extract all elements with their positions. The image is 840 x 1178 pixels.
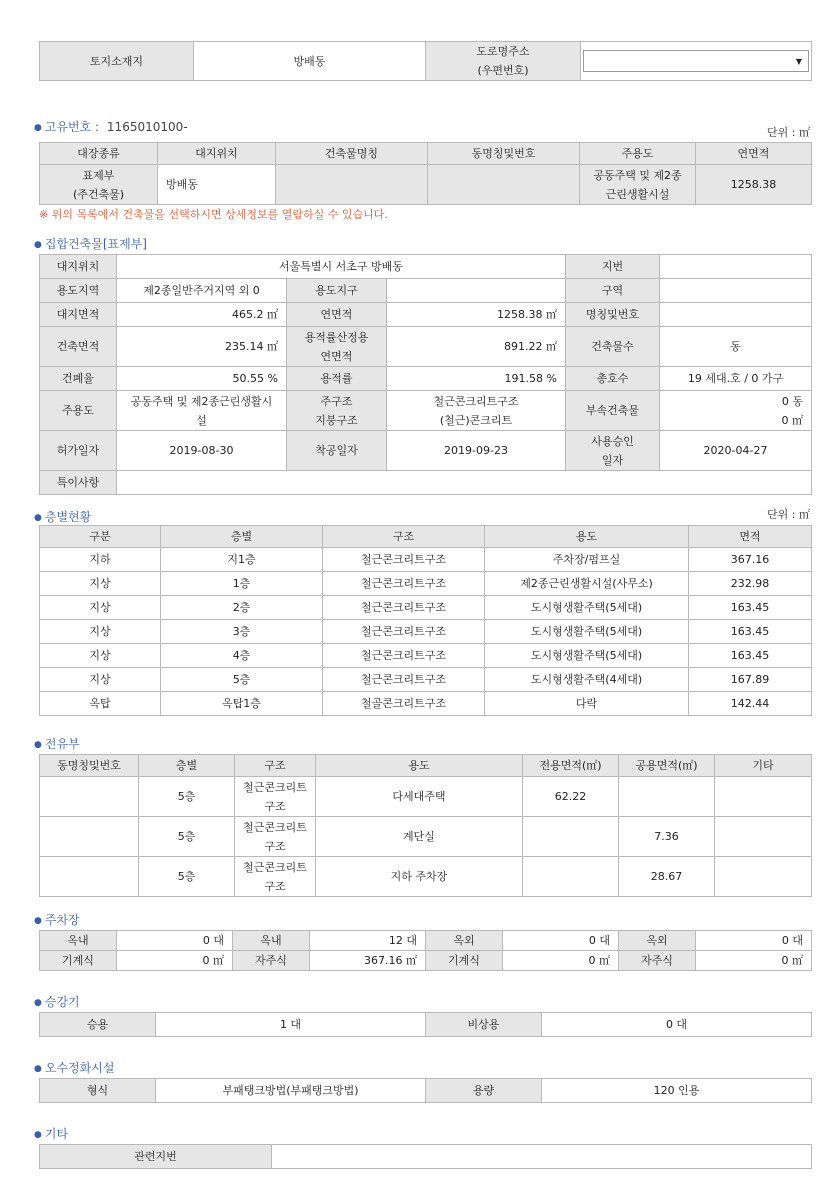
road-address-cell xyxy=(581,42,812,81)
floors-header-type: 구분 xyxy=(40,526,161,548)
floor-use: 다락 xyxy=(485,692,689,716)
parking-indoor-self-count: 12 대 xyxy=(310,931,426,951)
start-date-label: 착공일자 xyxy=(287,431,387,471)
title-info-table xyxy=(39,254,812,495)
site-location-label: 대지위치 xyxy=(40,255,117,279)
ownership-header-structure: 구조 xyxy=(235,755,316,777)
floor-area: 163.45 xyxy=(689,620,812,644)
elevator-emergency-label: 비상용 xyxy=(426,1013,542,1037)
parking-outdoor-self-area: 0 ㎡ xyxy=(696,951,812,971)
floor-area: 163.45 xyxy=(689,644,812,668)
road-address-label xyxy=(426,42,581,81)
floor-use: 도시형생활주택(5세대) xyxy=(485,596,689,620)
floor-name: 3층 xyxy=(161,620,323,644)
parking-table xyxy=(39,930,812,971)
unit-common-area: 28.67 xyxy=(619,857,715,897)
address-table xyxy=(39,41,812,81)
floors-header-use: 용도 xyxy=(485,526,689,548)
related-lot-label: 관련지번 xyxy=(40,1145,272,1169)
far-area-label-line1: 용적률산정용 xyxy=(304,330,369,344)
floors-table xyxy=(39,525,812,716)
structure-value-line1: 철근콘크리트구조 xyxy=(433,394,519,408)
road-address-label-line1: 도로명주소 xyxy=(476,45,530,58)
ownership-table xyxy=(39,754,812,897)
building-list-row[interactable] xyxy=(40,165,812,205)
unit-exclusive-area xyxy=(523,817,619,857)
bullet-icon: ● xyxy=(34,240,42,250)
building-count-value: 동 xyxy=(660,327,812,367)
unit-label: 단위 : ㎡ xyxy=(767,126,810,139)
floor-type: 지상 xyxy=(40,644,161,668)
bullet-icon: ● xyxy=(34,740,42,750)
col-header-site-location: 대지위치 xyxy=(158,143,276,165)
land-location-label: 토지소재지 xyxy=(40,42,194,81)
far-value: 191.58 % xyxy=(387,367,566,391)
floor-structure: 철골콘크리트구조 xyxy=(323,692,485,716)
select-notice: ※ 위의 목록에서 건축물을 선택하시면 상세정보를 열람하실 수 있습니다. xyxy=(39,208,388,221)
far-area-label-line2: 연면적 xyxy=(320,349,353,363)
bullet-icon: ● xyxy=(34,123,42,133)
floor-type: 옥탑 xyxy=(40,692,161,716)
main-use-label: 주용도 xyxy=(40,391,117,431)
table-row xyxy=(40,857,812,897)
unit-dong xyxy=(40,817,139,857)
sewage-table xyxy=(39,1078,812,1103)
floor-structure: 철근콘크리트구조 xyxy=(323,596,485,620)
floor-area: 167.89 xyxy=(689,668,812,692)
floor-type: 지상 xyxy=(40,596,161,620)
parking-outdoor-mech-count: 0 대 xyxy=(503,931,619,951)
far-area-value: 891.22 ㎡ xyxy=(387,327,566,367)
total-area-value: 1258.38 ㎡ xyxy=(387,303,566,327)
land-location-value: 방배동 xyxy=(194,42,426,81)
table-row xyxy=(40,817,812,857)
table-row xyxy=(40,572,812,596)
unit-exclusive-area xyxy=(523,857,619,897)
bullet-icon: ● xyxy=(34,1130,42,1140)
unit-common-area xyxy=(619,777,715,817)
bullet-icon: ● xyxy=(34,998,42,1008)
annex-value-line1: 0 동 xyxy=(781,394,803,408)
area-zone-label: 구역 xyxy=(566,279,660,303)
ownership-header-use: 용도 xyxy=(316,755,523,777)
main-use-value-line2: 설 xyxy=(196,413,207,427)
remarks-label: 특이사항 xyxy=(40,471,117,495)
table-row xyxy=(40,620,812,644)
sewage-type-value: 부패탱크방법(부패탱크방법) xyxy=(156,1079,426,1103)
unique-number-value: 1165010100- xyxy=(106,120,188,134)
unit-structure xyxy=(235,857,316,897)
title-section-heading: ● 집합건축물[표제부] xyxy=(34,237,147,251)
unit-dong xyxy=(40,857,139,897)
floor-type: 지하 xyxy=(40,548,161,572)
floors-header-floor: 층별 xyxy=(161,526,323,548)
unit-use: 계단실 xyxy=(316,817,523,857)
floor-name: 5층 xyxy=(161,668,323,692)
floors-header-structure: 구조 xyxy=(323,526,485,548)
floor-name: 지1층 xyxy=(161,548,323,572)
building-list-table xyxy=(39,142,812,205)
road-address-label-line2: (우편번호) xyxy=(477,64,529,77)
floor-type: 지상 xyxy=(40,620,161,644)
table-row xyxy=(40,692,812,716)
unit-common-area: 7.36 xyxy=(619,817,715,857)
road-address-select[interactable] xyxy=(583,50,809,72)
floor-area: 163.45 xyxy=(689,596,812,620)
households-label: 총호수 xyxy=(566,367,660,391)
parking-outdoor-self-area-label: 자주식 xyxy=(619,951,696,971)
parking-indoor-self-label: 옥내 xyxy=(233,931,310,951)
parking-indoor-mech-label: 옥내 xyxy=(40,931,117,951)
district-label: 용도지구 xyxy=(287,279,387,303)
main-use-value-line1: 공동주택 및 제2종근린생활시 xyxy=(130,394,273,408)
main-use-line2: 근린생활시설 xyxy=(605,187,670,201)
elevator-section-heading: ● 승강기 xyxy=(34,995,80,1009)
total-area-label: 연면적 xyxy=(287,303,387,327)
far-label: 용적률 xyxy=(287,367,387,391)
unit-use: 다세대주택 xyxy=(316,777,523,817)
table-row xyxy=(40,668,812,692)
unit-dong xyxy=(40,777,139,817)
parking-indoor-self-area-label: 자주식 xyxy=(233,951,310,971)
parking-outdoor-self-count: 0 대 xyxy=(696,931,812,951)
elevator-passenger-count: 1 대 xyxy=(156,1013,426,1037)
floor-area: 367.16 xyxy=(689,548,812,572)
bullet-icon: ● xyxy=(34,1064,42,1074)
ownership-header-exclusive-area: 전용면적(㎡) xyxy=(523,755,619,777)
table-row xyxy=(40,596,812,620)
zone-label: 용도지역 xyxy=(40,279,117,303)
annex-value-line2: 0 ㎡ xyxy=(781,413,803,427)
parking-indoor-self-area: 367.16 ㎡ xyxy=(310,951,426,971)
far-area-label xyxy=(287,327,387,367)
parking-outdoor-mech-area-label: 기계식 xyxy=(426,951,503,971)
approval-date-label-line1: 사용승인 xyxy=(591,434,634,448)
unit-structure-line2: 구조 xyxy=(264,879,286,893)
floor-use: 도시형생활주택(5세대) xyxy=(485,644,689,668)
parking-outdoor-self-label: 옥외 xyxy=(619,931,696,951)
floor-use: 도시형생활주택(4세대) xyxy=(485,668,689,692)
unit-structure xyxy=(235,817,316,857)
floor-type: 지상 xyxy=(40,572,161,596)
ledger-type-line2: (주건축물) xyxy=(72,187,125,201)
ownership-header-floor: 층별 xyxy=(139,755,235,777)
floor-name: 옥탑1층 xyxy=(161,692,323,716)
col-header-main-use: 주용도 xyxy=(580,143,696,165)
floor-name: 2층 xyxy=(161,596,323,620)
dong-cell xyxy=(428,165,580,205)
floor-structure: 철근콘크리트구조 xyxy=(323,572,485,596)
floor-area: 142.44 xyxy=(689,692,812,716)
permit-date-label: 허가일자 xyxy=(40,431,117,471)
ledger-type-cell[interactable] xyxy=(40,165,158,205)
unit-floor: 5층 xyxy=(139,857,235,897)
site-location-cell: 방배동 xyxy=(158,165,276,205)
structure-value-line2: (철근)콘크리트 xyxy=(439,413,513,427)
site-location-value: 서울특별시 서초구 방배동 xyxy=(117,255,566,279)
unit-use: 지하 주차장 xyxy=(316,857,523,897)
table-row xyxy=(40,548,812,572)
approval-date-value: 2020-04-27 xyxy=(660,431,812,471)
structure-label-line2: 지붕구조 xyxy=(315,413,358,427)
parking-indoor-mech-area: 0 ㎡ xyxy=(117,951,233,971)
unit-floor: 5층 xyxy=(139,817,235,857)
unit-etc xyxy=(715,857,812,897)
unit-structure-line2: 구조 xyxy=(264,839,286,853)
chevron-down-icon[interactable]: ▼ xyxy=(795,56,802,66)
sewage-capacity-value: 120 인용 xyxy=(542,1079,812,1103)
unit-etc xyxy=(715,777,812,817)
sewage-capacity-label: 용량 xyxy=(426,1079,542,1103)
floors-header-area: 면적 xyxy=(689,526,812,548)
main-use-cell xyxy=(580,165,696,205)
structure-label xyxy=(287,391,387,431)
structure-value xyxy=(387,391,566,431)
zone-value: 제2종일반주거지역 외 0 xyxy=(117,279,287,303)
table-row xyxy=(40,777,812,817)
ownership-header-dong: 동명칭및번호 xyxy=(40,755,139,777)
main-use-value xyxy=(117,391,287,431)
jibun-value xyxy=(660,255,812,279)
building-name-cell xyxy=(276,165,428,205)
unit-structure-line1: 철근콘크리트 xyxy=(243,820,307,834)
ownership-section-heading: ● 전유부 xyxy=(34,737,80,751)
annex-value xyxy=(660,391,812,431)
bcr-value: 50.55 % xyxy=(117,367,287,391)
col-header-total-area: 연면적 xyxy=(696,143,812,165)
bcr-label: 건폐율 xyxy=(40,367,117,391)
floors-section-heading: ● 층별현황 xyxy=(34,510,92,524)
bullet-icon: ● xyxy=(34,513,42,523)
total-area-cell: 1258.38 xyxy=(696,165,812,205)
main-use-line1: 공동주택 및 제2종 xyxy=(593,168,682,182)
floor-use: 주차장/펌프실 xyxy=(485,548,689,572)
elevator-emergency-count: 0 대 xyxy=(542,1013,812,1037)
bullet-icon: ● xyxy=(34,916,42,926)
building-area-label: 건축면적 xyxy=(40,327,117,367)
floor-structure: 철근콘크리트구조 xyxy=(323,548,485,572)
district-value xyxy=(387,279,566,303)
floor-use: 도시형생활주택(5세대) xyxy=(485,620,689,644)
structure-label-line1: 주구조 xyxy=(320,394,353,408)
site-area-value: 465.2 ㎡ xyxy=(117,303,287,327)
floor-name: 4층 xyxy=(161,644,323,668)
unit-structure-line1: 철근콘크리트 xyxy=(243,860,307,874)
jibun-label: 지번 xyxy=(566,255,660,279)
ledger-type-line1: 표제부 xyxy=(82,168,115,182)
etc-section-heading: ● 기타 xyxy=(34,1127,69,1141)
unique-number-section-title: ● 고유번호 : 1165010100- xyxy=(34,120,188,134)
etc-table xyxy=(39,1144,812,1169)
unit-structure xyxy=(235,777,316,817)
floor-structure: 철근콘크리트구조 xyxy=(323,644,485,668)
col-header-building-name: 건축물명칭 xyxy=(276,143,428,165)
parking-indoor-mech-count: 0 대 xyxy=(117,931,233,951)
building-name-value xyxy=(660,303,812,327)
unit-floor: 5층 xyxy=(139,777,235,817)
parking-outdoor-mech-label: 옥외 xyxy=(426,931,503,951)
annex-label: 부속건축물 xyxy=(566,391,660,431)
floors-unit-label: 단위 : ㎡ xyxy=(767,508,810,521)
permit-date-value: 2019-08-30 xyxy=(117,431,287,471)
sewage-type-label: 형식 xyxy=(40,1079,156,1103)
parking-indoor-mech-area-label: 기계식 xyxy=(40,951,117,971)
table-row xyxy=(40,644,812,668)
col-header-ledger-type: 대장종류 xyxy=(40,143,158,165)
floor-type: 지상 xyxy=(40,668,161,692)
col-header-dong: 동명칭및번호 xyxy=(428,143,580,165)
parking-outdoor-mech-area: 0 ㎡ xyxy=(503,951,619,971)
ownership-header-etc: 기타 xyxy=(715,755,812,777)
elevator-table xyxy=(39,1012,812,1037)
floor-area: 232.98 xyxy=(689,572,812,596)
building-area-value: 235.14 ㎡ xyxy=(117,327,287,367)
approval-date-label-line2: 일자 xyxy=(601,453,624,467)
building-name-label: 명칭및번호 xyxy=(566,303,660,327)
households-value: 19 세대.호 / 0 가구 xyxy=(660,367,812,391)
site-area-label: 대지면적 xyxy=(40,303,117,327)
floor-structure: 철근콘크리트구조 xyxy=(323,620,485,644)
ownership-header-common-area: 공용면적(㎡) xyxy=(619,755,715,777)
area-zone-value xyxy=(660,279,812,303)
approval-date-label xyxy=(566,431,660,471)
parking-section-heading: ● 주차장 xyxy=(34,913,80,927)
floor-structure: 철근콘크리트구조 xyxy=(323,668,485,692)
unit-structure-line1: 철근콘크리트 xyxy=(243,780,307,794)
related-lot-value xyxy=(272,1145,812,1169)
start-date-value: 2019-09-23 xyxy=(387,431,566,471)
sewage-section-heading: ● 오수정화시설 xyxy=(34,1061,115,1075)
floor-name: 1층 xyxy=(161,572,323,596)
remarks-value xyxy=(117,471,812,495)
floor-use: 제2종근린생활시설(사무소) xyxy=(485,572,689,596)
unit-exclusive-area: 62.22 xyxy=(523,777,619,817)
unit-structure-line2: 구조 xyxy=(264,799,286,813)
unit-etc xyxy=(715,817,812,857)
elevator-passenger-label: 승용 xyxy=(40,1013,156,1037)
building-count-label: 건축물수 xyxy=(566,327,660,367)
